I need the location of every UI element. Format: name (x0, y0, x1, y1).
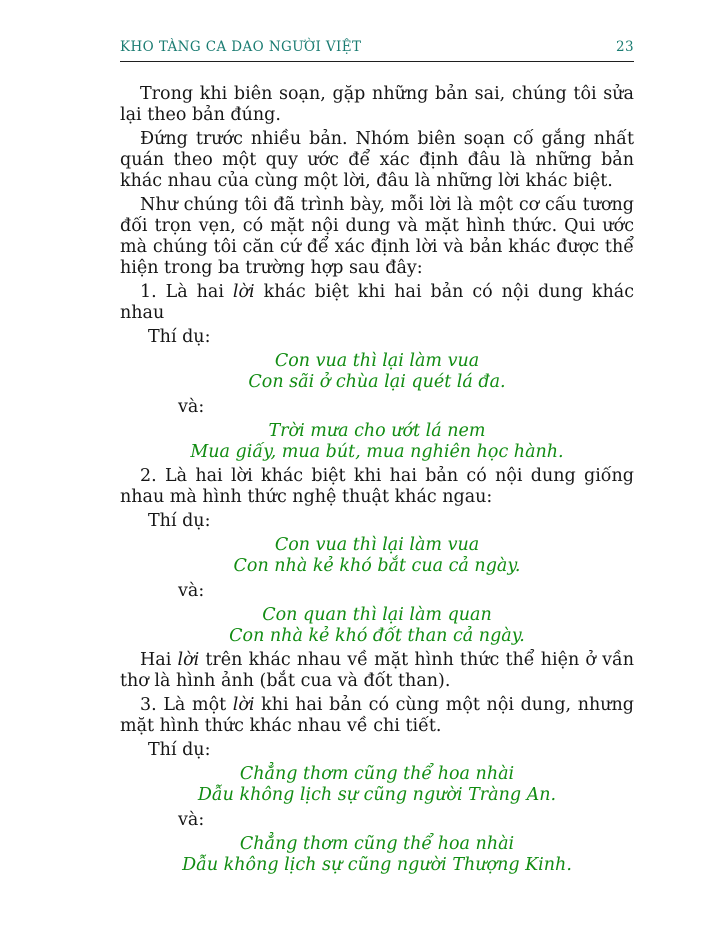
page-body (120, 84, 634, 876)
list-item-1: 1. Là hai lời khác biệt khi hai bản có nội dung khác nhau (120, 282, 634, 323)
verse-quote-5 (120, 764, 634, 806)
and-label-3: và: (178, 810, 205, 830)
verse-line: Dẫu không lịch sự cũng người Tràng An. (197, 785, 557, 805)
verse-line: Con nhà kẻ khó đốt than cả ngày. (229, 626, 525, 646)
paragraph-2: Đứng trước nhiều bản. Nhóm biên soạn cố gắng nhất quán theo một quy ước để xác định đâu là những bản khác nhau của cùng một lời, đâu là những lời khác biệt. (120, 129, 634, 191)
paragraph-1: Trong khi biên soạn, gặp những bản sai, chúng tôi sửa lại theo bản đúng. (120, 84, 634, 125)
verse-line: Trời mưa cho ướt lá nem (268, 421, 486, 441)
verse-line: Con vua thì lại làm vua (274, 351, 480, 371)
and-label-2: và: (178, 581, 205, 601)
page-number: 23 (616, 39, 634, 55)
example-label-2: Thí dụ: (148, 511, 211, 531)
list-item-3: 3. Là một lời khi hai bản có cùng một nội dung, nhưng mặt hình thức khác nhau về chi tiết. (120, 695, 634, 736)
paragraph-hai-loi: Hai lời trên khác nhau về mặt hình thức thể hiện ở vần thơ là hình ảnh (bắt cua và đốt than). (120, 650, 634, 691)
verse-quote-4 (120, 605, 634, 647)
verse-line: Dẫu không lịch sự cũng người Thượng Kinh. (182, 855, 572, 875)
verse-line: Chẳng thơm cũng thể hoa nhài (239, 764, 515, 784)
running-title: KHO TÀNG CA DAO NGƯỜI VIỆT (120, 39, 362, 55)
and-label-1: và: (178, 397, 205, 417)
verse-line: Con quan thì lại làm quan (262, 605, 492, 625)
verse-line: Mua giấy, mua bút, mua nghiên học hành. (190, 442, 564, 462)
example-label-1: Thí dụ: (148, 327, 211, 347)
verse-quote-6 (120, 834, 634, 876)
verse-quote-2 (120, 421, 634, 463)
verse-line: Chẳng thơm cũng thể hoa nhài (239, 834, 515, 854)
list-item-2: 2. Là hai lời khác biệt khi hai bản có nội dung giống nhau mà hình thức nghệ thuật khác ngau: (120, 466, 634, 507)
verse-quote-1 (120, 351, 634, 393)
verse-quote-3 (120, 535, 634, 577)
page-header (120, 39, 634, 62)
verse-line: Con vua thì lại làm vua (274, 535, 480, 555)
paragraph-3: Như chúng tôi đã trình bày, mỗi lời là một cơ cấu tương đối trọn vẹn, có mặt nội dung và mặt hình thức. Qui ước mà chúng tôi căn cứ để xác định lời và bản khác được thể hiện trong ba trường hợp sau đây: (120, 195, 634, 278)
verse-line: Con nhà kẻ khó bắt cua cả ngày. (233, 556, 521, 576)
example-label-3: Thí dụ: (148, 740, 211, 760)
verse-line: Con sãi ở chùa lại quét lá đa. (248, 372, 506, 392)
page-content (120, 39, 634, 876)
